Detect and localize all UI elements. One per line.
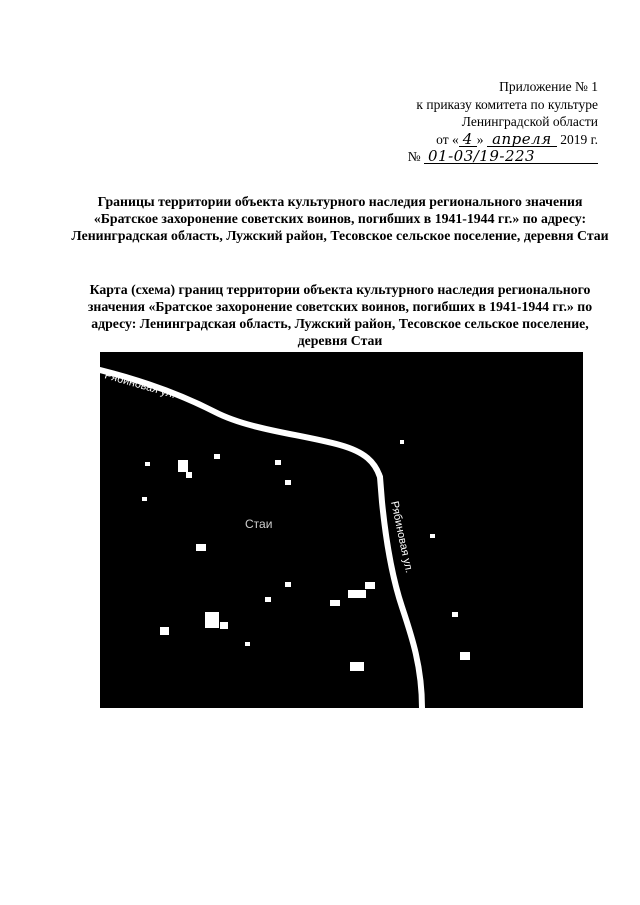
appendix-date	[408, 131, 598, 149]
street-label-right: Рябиновая ул.	[388, 500, 416, 575]
number-prefix: №	[407, 149, 421, 164]
street-label-top: Рябиновая ул.	[103, 369, 177, 402]
map-background	[100, 352, 583, 708]
building	[348, 590, 366, 598]
appendix-line-1: Приложение № 1	[499, 79, 598, 94]
number-value: 01-03/19-223	[424, 149, 598, 164]
building	[205, 612, 219, 628]
map-svg	[100, 352, 583, 708]
building	[400, 440, 404, 444]
building	[430, 534, 435, 538]
building	[265, 597, 271, 602]
date-mid: »	[476, 131, 484, 147]
building	[186, 472, 192, 478]
appendix-line-3: Ленинградской области	[461, 114, 598, 129]
date-month: апреля	[487, 132, 557, 147]
building	[275, 460, 281, 465]
date-year: 2019 г.	[560, 131, 598, 147]
village-label: Стаи	[245, 517, 273, 531]
appendix-header	[408, 78, 598, 166]
building	[178, 460, 188, 472]
building	[214, 454, 220, 459]
building	[145, 462, 150, 466]
building	[460, 652, 470, 660]
document-title: Границы территории объекта культурного наследия регионального значения «Братское захоронение советских воинов, погибших в 1941-1944 гг.» по адресу: Ленинградская область, Лужский район, Тесовское сельское поселение, деревня Стаи	[71, 194, 609, 243]
map-scheme	[100, 352, 583, 708]
building	[160, 627, 169, 635]
building	[452, 612, 458, 617]
building	[142, 497, 147, 501]
building	[285, 480, 291, 485]
appendix-line-2: к приказу комитета по культуре	[416, 96, 598, 112]
building	[330, 600, 340, 606]
appendix-number	[408, 148, 598, 166]
building	[365, 582, 375, 589]
building	[285, 582, 291, 587]
map-title: Карта (схема) границ территории объекта культурного наследия регионального значения «Братское захоронение советских воинов, погибших в 1941-1944 гг.» по адресу: Ленинградская область, Лужский район, Тесовское сельское поселение, деревня Стаи	[87, 282, 593, 348]
date-day: 4	[459, 132, 477, 147]
building	[220, 622, 228, 629]
building	[350, 662, 364, 671]
date-prefix: от «	[436, 131, 459, 147]
building	[245, 642, 250, 646]
building	[196, 544, 206, 551]
